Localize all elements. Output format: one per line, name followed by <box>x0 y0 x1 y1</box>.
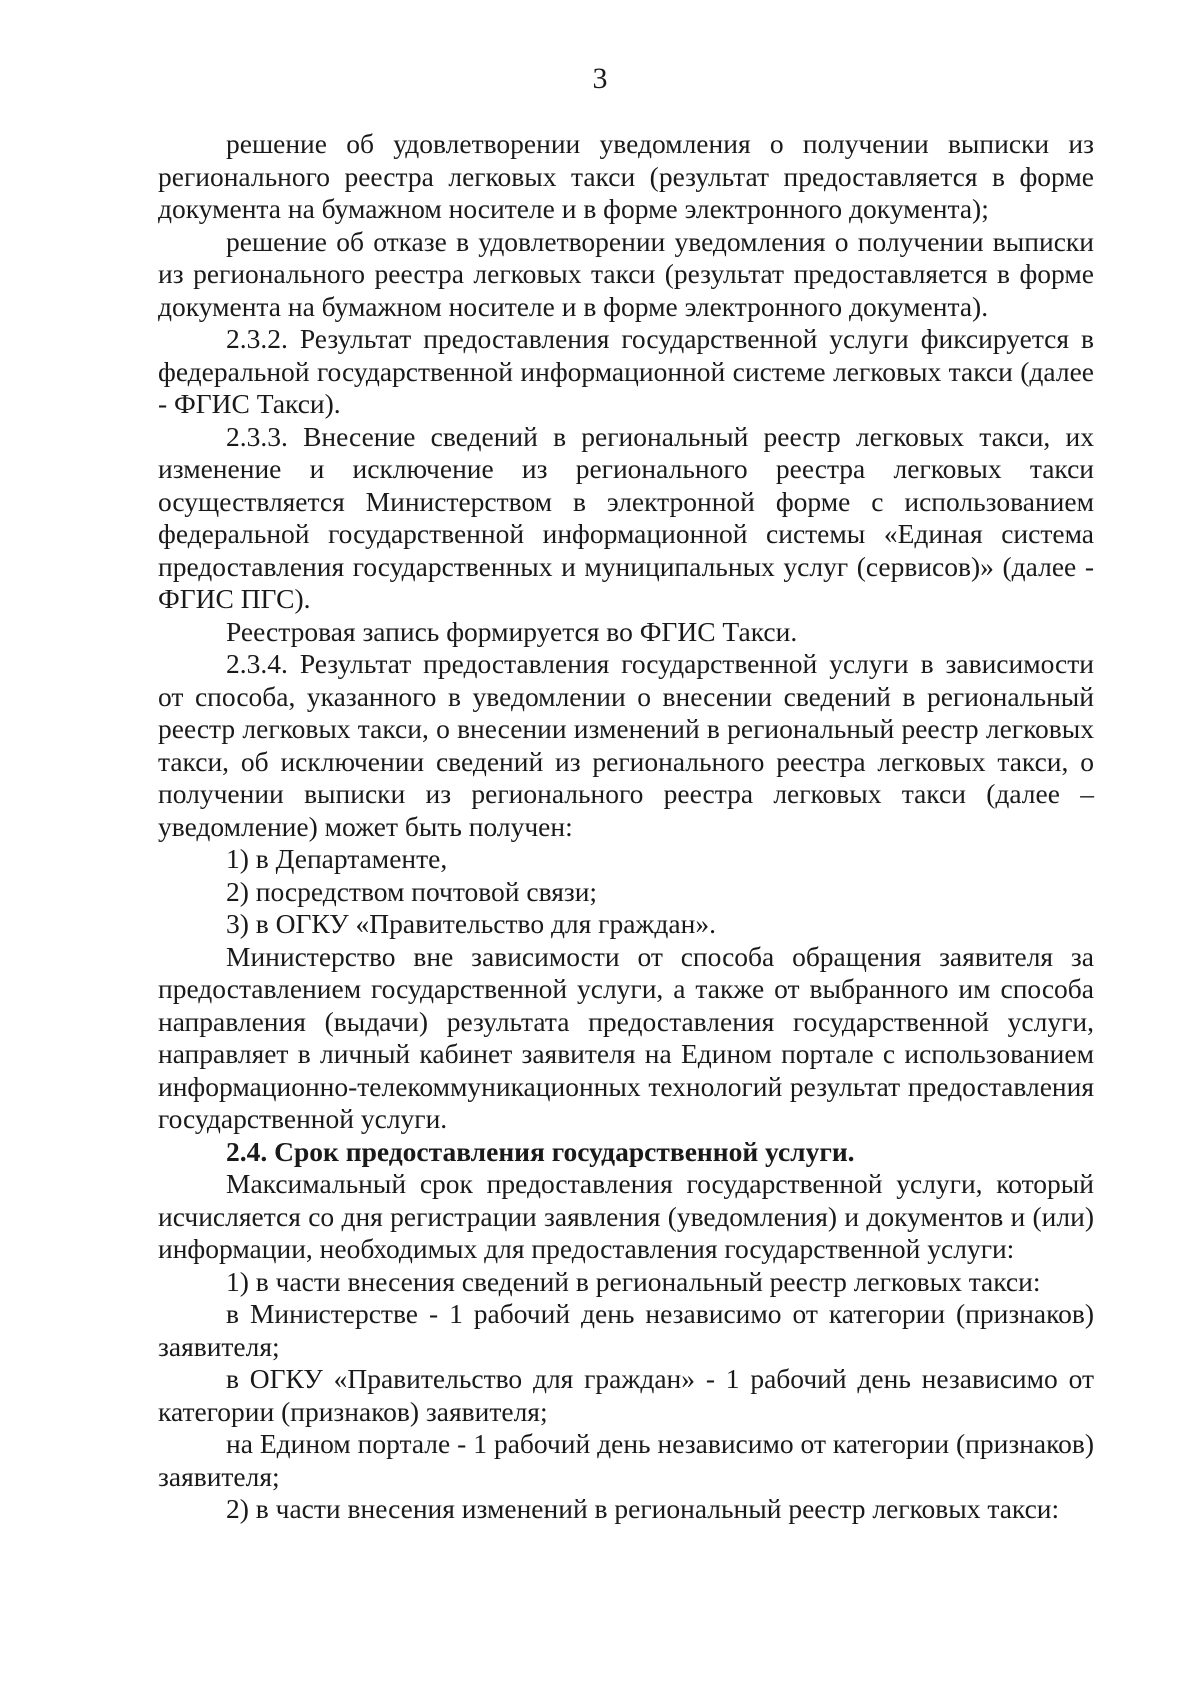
list-item-changes: 2) в части внесения изменений в региональный реестр легковых такси: <box>226 1493 1060 1524</box>
paragraph-portal-term: на Едином портале - 1 рабочий день независимо от категории (признаков) заявителя; <box>158 1428 1094 1492</box>
paragraph-ministry-cabinet: Министерство вне зависимости от способа обращения заявителя за предоставлением государственной услуги, а также от выбранного им способа направления (выдачи) результата предоставления государственной услуги, направляет в личный кабинет заявителя на Едином портале с использованием информационно-телекоммуникационных технологий результат предоставления государственной услуги. <box>158 940 1094 1134</box>
section-heading-2-4: 2.4. Срок предоставления государственной услуги. <box>226 1135 855 1167</box>
paragraph-ministry-term: в Министерстве - 1 рабочий день независимо от категории (признаков) заявителя; <box>158 1298 1094 1362</box>
paragraph-decision-refusal: решение об отказе в удовлетворении уведомления о получении выписки из регионального реестра легковых такси (результат предоставляется в форме документа на бумажном носителе и в форме электронного документа). <box>158 225 1094 322</box>
list-item-ogku: 3) в ОГКУ «Правительство для граждан». <box>226 908 716 939</box>
page-number: 3 <box>592 62 608 95</box>
paragraph-2-3-3: 2.3.3. Внесение сведений в региональный реестр легковых такси, их изменение и исключение из регионального реестра легковых такси осуществляется Министерством в электронной форме с использованием федеральной государственной информационной системы «Единая система предоставления государственных и муниципальных услуг (сервисов)» (далее - ФГИС ПГС). <box>158 420 1094 614</box>
paragraph-max-term: Максимальный срок предоставления государственной услуги, который исчисляется со дня регистрации заявления (уведомления) и документов и (или) информации, необходимых для предоставления государственной услуги: <box>158 1168 1094 1264</box>
paragraph-ogku-term: в ОГКУ «Правительство для граждан» - 1 рабочий день независимо от категории (признаков) заявителя; <box>158 1363 1094 1427</box>
document-body <box>158 128 1094 1526</box>
paragraph-2-3-4: 2.3.4. Результат предоставления государственной услуги в зависимости от способа, указанного в уведомлении о внесении сведений в региональный реестр легковых такси, о внесении изменений в региональный реестр легковых такси, об исключении сведений из регионального реестра легковых такси, о получении выписки из регионального реестра легковых такси (далее –уведомление) может быть получен: <box>158 648 1094 842</box>
paragraph-2-3-2: 2.3.2. Результат предоставления государственной услуги фиксируется в федеральной государственной информационной системе легковых такси (далее - ФГИС Такси). <box>158 323 1094 419</box>
list-item-add-info: 1) в части внесения сведений в региональный реестр легковых такси: <box>226 1265 1041 1297</box>
list-item-postal: 2) посредством почтовой связи; <box>226 875 598 907</box>
list-item-department: 1) в Департаменте, <box>226 843 448 874</box>
paragraph-registry-entry: Реестровая запись формируется во ФГИС Такси. <box>226 615 798 647</box>
paragraph-decision-approval: решение об удовлетворении уведомления о получении выписки из регионального реестра легковых такси (результат предоставляется в форме документа на бумажном носителе и в форме электронного документа); <box>158 128 1094 224</box>
